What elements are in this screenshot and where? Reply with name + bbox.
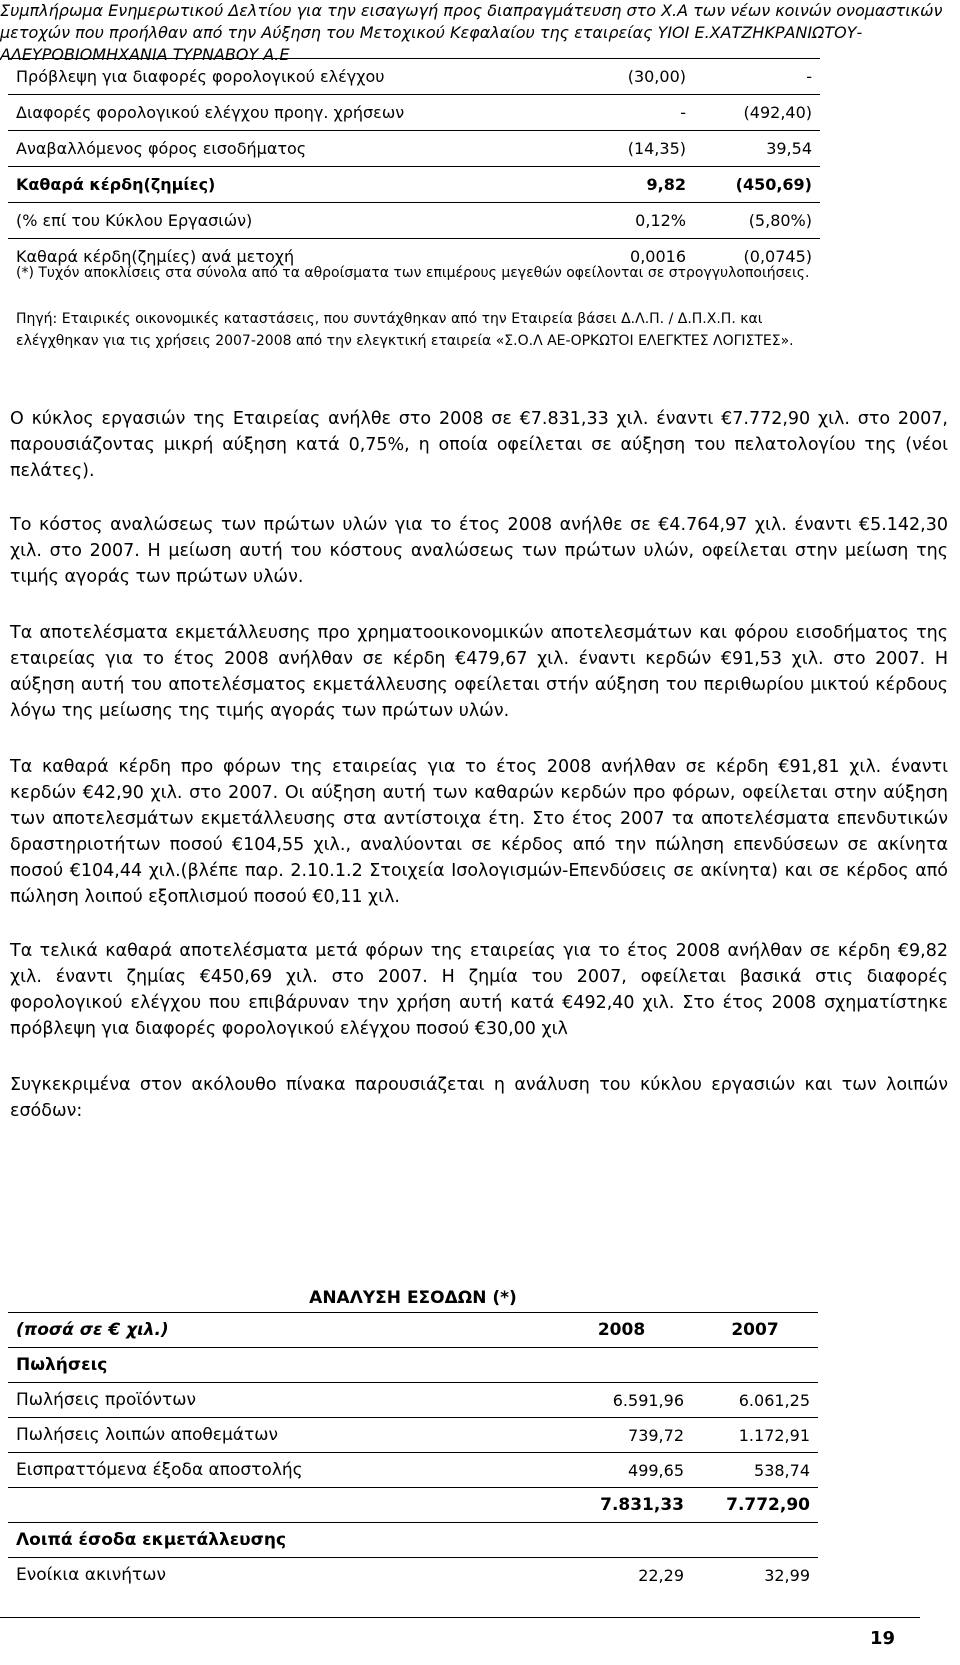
income-analysis-table: [8, 1312, 818, 1592]
fin-cell-label: (% επί του Κύκλου Εργασιών): [8, 203, 548, 239]
footer-divider: [0, 1617, 920, 1618]
fin-cell-v2008: 9,82: [548, 167, 694, 203]
paragraph-net-results: Τα τελικά καθαρά αποτελέσματα μετά φόρων της εταιρείας για το έτος 2008 ανήλθαν σε κέρδη €9,82 χιλ. έναντι ζημίας €450,69 χιλ. στο 2007. Η ζημία του 2007, οφείλεται βασικά στις διαφορές φορολογικού ελέγχου που επιβάρυναν την χρήση αυτή κατά €492,40 χιλ. Στο έτος 2008 σχηματίστηκε πρόβλεψη για διαφορές φορολογικού ελέγχου ποσού €30,00 χιλ: [10, 941, 948, 1039]
fin-cell-v2007: (5,80%): [694, 203, 820, 239]
income-cell-v2008: [551, 1523, 692, 1558]
income-table-row: [8, 1488, 818, 1523]
fin-cell-label: Καθαρά κέρδη(ζημίες) ανά μετοχή: [8, 239, 548, 275]
fin-table-row: [8, 131, 820, 167]
income-cell-v2007: 32,99: [692, 1558, 818, 1593]
income-cell-v2008: 22,29: [551, 1558, 692, 1593]
income-table-row: [8, 1558, 818, 1593]
income-cell-v2007: [692, 1348, 818, 1383]
fin-cell-v2008: (30,00): [548, 59, 694, 95]
income-cell-label: Πωλήσεις προϊόντων: [8, 1383, 551, 1418]
fin-table-row: [8, 203, 820, 239]
fin-table-row: [8, 167, 820, 203]
income-table-row: [8, 1348, 818, 1383]
header-line-1: Συμπλήρωμα Ενημερωτικού Δελτίου για την εισαγωγή προς διαπραγμάτευση στο Χ.Α των νέων κοινών ονομαστικών: [0, 1, 943, 20]
fin-cell-v2007: (450,69): [694, 167, 820, 203]
income-table-header-row: [8, 1313, 818, 1348]
income-table-row: [8, 1383, 818, 1418]
paragraph-operating-results: Τα αποτελέσματα εκμετάλλευσης προ χρηματοοικονομικών αποτελεσμάτων και φόρου εισοδήματος της εταιρείας για το έτος 2008 ανήλθαν σε κέρδη €479,67 χιλ. έναντι κερδών €91,53 χιλ. στο 2007. Η αύξηση αυτή του αποτελέσματος εκμετάλλευσης οφείλεται στήν αύξηση του περιθωρίου μικτού κέρδους λόγω της μείωσης της τιμής αγοράς των πρώτων υλών.: [10, 623, 948, 721]
income-cell-label: Πωλήσεις λοιπών αποθεμάτων: [8, 1418, 551, 1453]
paragraph-intro-table: Συγκεκριμένα στον ακόλουθο πίνακα παρουσιάζεται η ανάλυση του κύκλου εργασιών και των λοιπών εσόδων:: [10, 1075, 948, 1121]
income-cell-label: Εισπραττόμενα έξοδα αποστολής: [8, 1453, 551, 1488]
header-line-2: μετοχών που προήλθαν από την Αύξηση του Μετοχικού Κεφαλαίου της εταιρείας ΥΙΟΙ Ε.ΧΑΤΖΗΚΡΑΝΙΩΤΟΥ-: [0, 23, 863, 42]
document-header: [0, 0, 943, 66]
income-cell-label: Πωλήσεις: [8, 1348, 551, 1383]
fin-cell-v2008: 0,0016: [548, 239, 694, 275]
paragraph-pretax-profit: Τα καθαρά κέρδη προ φόρων της εταιρείας για το έτος 2008 ανήλθαν σε κέρδη €91,81 χιλ. έναντι κερδών €42,90 χιλ. στο 2007. Οι αύξηση αυτή των καθαρών κερδών προ φόρων, οφείλεται στην αύξηση των αποτελεσμάτων εκμετάλλευσης στα αντίστοιχα έτη. Στο έτος 2007 τα αποτελέσματα επενδυτικών δραστηριοτήτων ποσού €104,55 χιλ., αναλύονται σε κέρδος από την πώληση επενδύσεων σε ακίνητα ποσού €104,44 χιλ.(βλέπε παρ. 2.10.1.2 Στοιχεία Ισολογισμών-Επενδύσεις σε ακίνητα) και σε κέρδος από πώληση λοιπού εξοπλισμού ποσού €0,11 χιλ.: [10, 757, 948, 907]
fin-cell-v2007: -: [694, 59, 820, 95]
income-cell-v2008: [551, 1348, 692, 1383]
income-header-2008: 2008: [551, 1313, 692, 1348]
income-cell-v2007: 6.061,25: [692, 1383, 818, 1418]
income-table-row: [8, 1523, 818, 1558]
fin-cell-label: Διαφορές φορολογικού ελέγχου προηγ. χρήσεων: [8, 95, 548, 131]
income-cell-v2008: 6.591,96: [551, 1383, 692, 1418]
paragraph-revenue: Ο κύκλος εργασιών της Εταιρείας ανήλθε στο 2008 σε €7.831,33 χιλ. έναντι €7.772,90 χιλ. στο 2007, παρουσιάζοντας μικρή αύξηση κατά 0,75%, η οποία οφείλεται σε αύξηση του πελατολογίου της (νέοι πελάτες).: [10, 409, 948, 481]
income-cell-label: [8, 1488, 551, 1523]
income-table-title: ΑΝΑΛΥΣΗ ΕΣΟΔΩΝ (*): [309, 1288, 517, 1308]
source-note: Πηγή: Εταιρικές οικονομικές καταστάσεις, που συντάχθηκαν από την Εταιρεία βάσει Δ.Λ.Π. / Δ.Π.Χ.Π. και ελέγχθηκαν για τις χρήσεις 2007-2008 από την ελεγκτική εταιρεία «Σ.Ο.Λ ΑΕ-ΟΡΚΩΤΟΙ ΕΛΕΓΚΤΕΣ ΛΟΓΙΣΤΕΣ».: [16, 311, 794, 349]
income-cell-v2007: 1.172,91: [692, 1418, 818, 1453]
income-table-row: [8, 1453, 818, 1488]
fin-cell-v2008: -: [548, 95, 694, 131]
paragraph-raw-materials: Το κόστος αναλώσεως των πρώτων υλών για το έτος 2008 ανήλθε σε €4.764,97 χιλ. έναντι €5.142,30 χιλ. στο 2007. Η μείωση αυτή του κόστους αναλώσεως των πρώτων υλών, οφείλεται στην μείωση της τιμής αγοράς των πρώτων υλών.: [10, 515, 948, 587]
fin-cell-v2007: (0,0745): [694, 239, 820, 275]
fin-cell-v2008: (14,35): [548, 131, 694, 167]
page-number: 19: [870, 1628, 896, 1649]
income-cell-v2007: 7.772,90: [692, 1488, 818, 1523]
fin-cell-label: Πρόβλεψη για διαφορές φορολογικού ελέγχου: [8, 59, 548, 95]
fin-table-row: [8, 95, 820, 131]
income-cell-v2007: [692, 1523, 818, 1558]
income-cell-v2007: 538,74: [692, 1453, 818, 1488]
fin-cell-label: Αναβαλλόμενος φόρος εισοδήματος: [8, 131, 548, 167]
income-table-row: [8, 1418, 818, 1453]
fin-cell-v2007: 39,54: [694, 131, 820, 167]
income-cell-label: Λοιπά έσοδα εκμετάλλευσης: [8, 1523, 551, 1558]
rounding-note: (*) Τυχόν αποκλίσεις στα σύνολα από τα αθροίσματα των επιμέρους μεγεθών οφείλονται σε στρογγυλοποιήσεις.: [16, 265, 810, 281]
header-line-3: ΑΛΕΥΡΟΒΙΟΜΗΧΑΝΙΑ ΤΥΡΝΑΒΟΥ Α.Ε: [0, 45, 290, 64]
income-cell-v2008: 7.831,33: [551, 1488, 692, 1523]
income-cell-v2008: 739,72: [551, 1418, 692, 1453]
income-header-2007: 2007: [692, 1313, 818, 1348]
fin-cell-v2008: 0,12%: [548, 203, 694, 239]
income-header-label: (ποσά σε € χιλ.): [8, 1313, 551, 1348]
income-cell-v2008: 499,65: [551, 1453, 692, 1488]
fin-cell-v2007: (492,40): [694, 95, 820, 131]
fin-table-row: [8, 59, 820, 95]
financial-results-table: [8, 58, 820, 274]
fin-cell-label: Καθαρά κέρδη(ζημίες): [8, 167, 548, 203]
income-cell-label: Ενοίκια ακινήτων: [8, 1558, 551, 1593]
